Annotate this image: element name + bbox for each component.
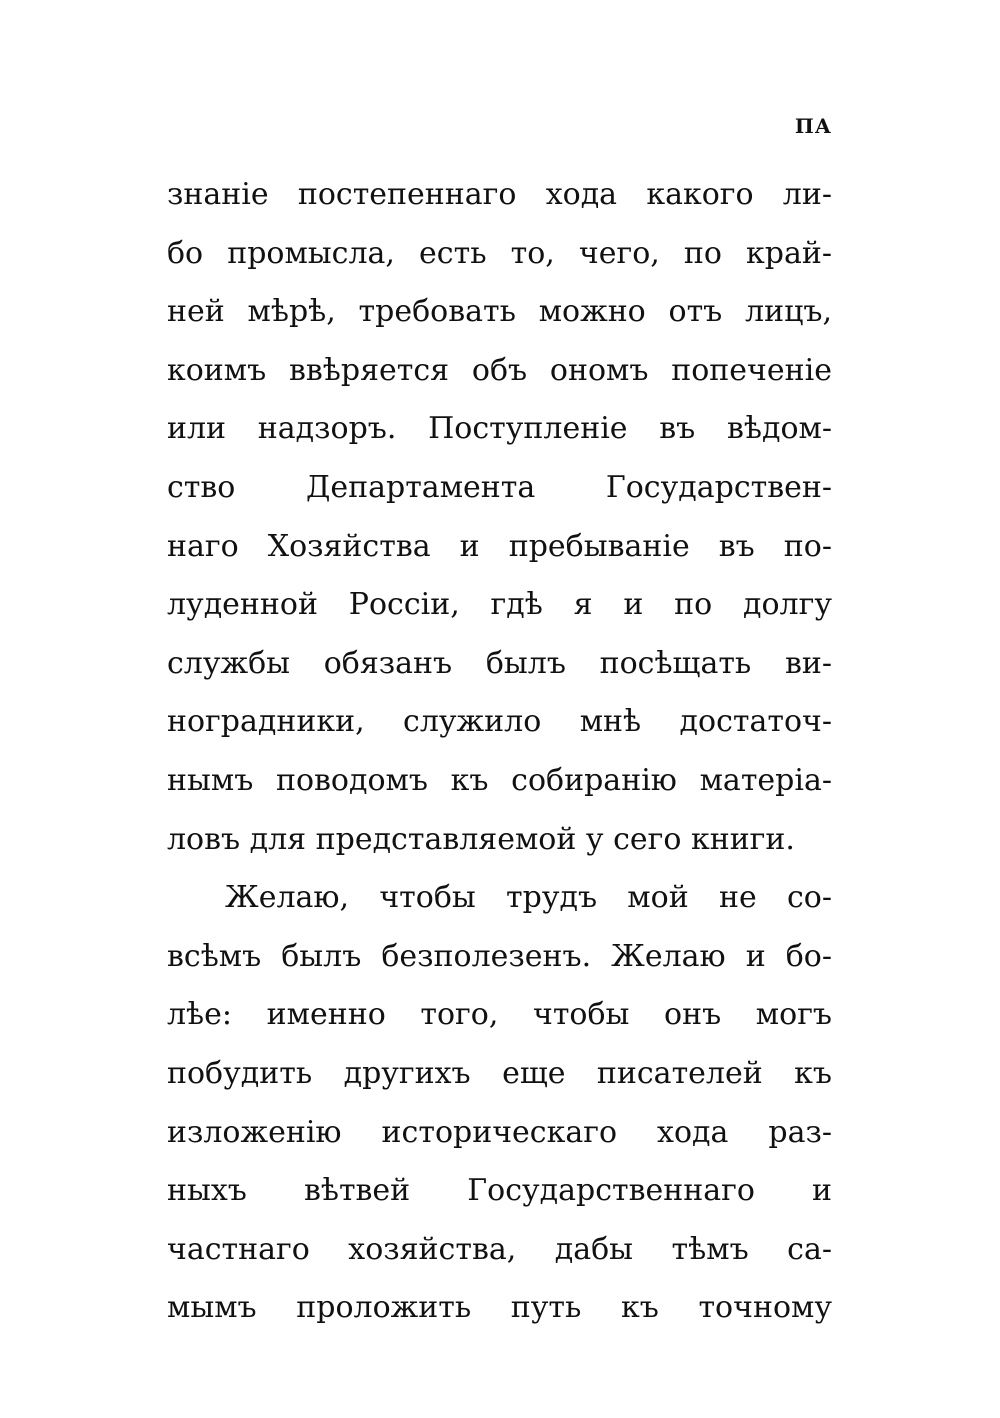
- page-number: ПА: [794, 114, 832, 138]
- text-line: службы обязанъ былъ посѣщать ви-: [167, 645, 832, 681]
- text-line: ныхъ вѣтвей Государственнаго и: [167, 1173, 832, 1209]
- text-line: луденной Россіи, гдѣ я и по долгу: [167, 587, 832, 623]
- text-line: коимъ ввѣряется объ ономъ попеченіе: [167, 352, 832, 388]
- paragraph-2: [167, 869, 832, 1338]
- text-line: или надзоръ. Поступленіе въ вѣдом-: [167, 411, 832, 447]
- body-text: [167, 166, 832, 1338]
- text-line: изложенію историческаго хода раз-: [167, 1114, 832, 1150]
- text-line: ство Департамента Государствен-: [167, 469, 832, 505]
- text-line: наго Хозяйства и пребываніе въ по-: [167, 528, 832, 564]
- text-line: ловъ для представляемой у сего книги.: [167, 821, 795, 857]
- text-line: частнаго хозяйства, дабы тѣмъ са-: [167, 1231, 832, 1267]
- text-line: лѣе: именно того, чтобы онъ могъ: [167, 997, 832, 1033]
- text-line: нымъ поводомъ къ собиранію матеріа-: [167, 762, 832, 798]
- text-line: всѣмъ былъ безполезенъ. Желаю и бо-: [167, 938, 832, 974]
- text-line: ноградники, служило мнѣ достаточ-: [167, 704, 832, 740]
- text-line: побудить другихъ еще писателей къ: [167, 1055, 832, 1091]
- text-line: знаніе постепеннаго хода какого ли-: [167, 177, 832, 212]
- text-line: Желаю, чтобы трудъ мой не со-: [225, 880, 832, 916]
- paragraph-1: [167, 166, 832, 869]
- text-line: ней мѣрѣ, требовать можно отъ лицъ,: [167, 294, 832, 330]
- text-line: мымъ проложить путь къ точному: [167, 1290, 832, 1326]
- text-line: бо промысла, есть то, чего, по край-: [167, 235, 832, 271]
